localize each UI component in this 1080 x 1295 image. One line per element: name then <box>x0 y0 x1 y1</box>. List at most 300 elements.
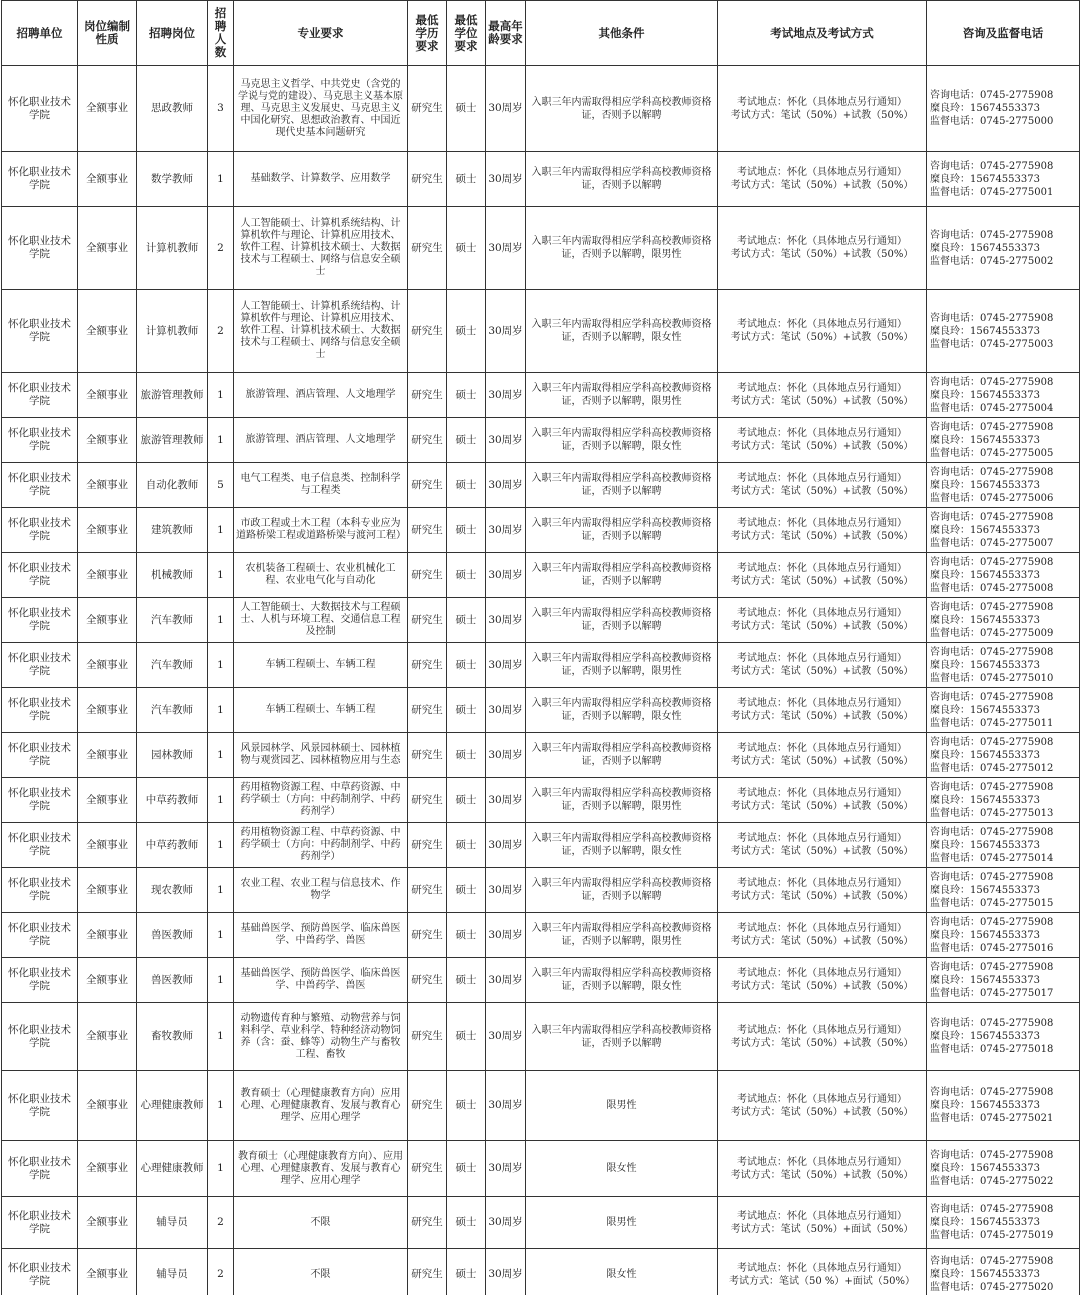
cell-num: 1 <box>208 1003 234 1071</box>
cell-unit: 怀化职业技术学院 <box>2 463 78 508</box>
cell-cond: 入职三年内需取得相应学科高校教师资格证，否则予以解聘，限男性 <box>526 778 718 823</box>
contact-person: 糜良玲：15674553373 <box>930 794 1040 806</box>
table-row <box>2 823 1080 868</box>
cell-contact <box>927 1197 1080 1249</box>
cell-age: 30周岁 <box>486 508 526 553</box>
supervision-tel: 监督电话：0745-2775001 <box>930 186 1054 198</box>
cell-degree: 硕士 <box>447 553 486 598</box>
contact-person: 糜良玲：15674553373 <box>930 749 1040 761</box>
cell-degree: 硕士 <box>447 463 486 508</box>
cell-exam <box>718 688 927 733</box>
contact-tel: 咨询电话：0745-2775908 <box>930 511 1054 523</box>
cell-major: 不限 <box>234 1197 408 1249</box>
cell-contact <box>927 1071 1080 1141</box>
cell-age: 30周岁 <box>486 207 526 290</box>
cell-major: 基础兽医学、预防兽医学、临床兽医学、中兽药学、兽医 <box>234 913 408 958</box>
cell-major: 药用植物资源工程、中草药资源、中药学硕士（方向：中药制剂学、中药药剂学） <box>234 823 408 868</box>
contact-tel: 咨询电话：0745-2775908 <box>930 376 1054 388</box>
cell-post: 机械教师 <box>137 553 208 598</box>
cell-age: 30周岁 <box>486 1197 526 1249</box>
cell-num: 1 <box>208 733 234 778</box>
cell-type: 全额事业 <box>78 290 137 373</box>
exam-place: 考试地点：怀化（具体地点另行通知） <box>737 1210 907 1222</box>
cell-cond: 入职三年内需取得相应学科高校教师资格证，否则予以解聘，限女性 <box>526 823 718 868</box>
cell-type: 全额事业 <box>78 598 137 643</box>
cell-cond: 入职三年内需取得相应学科高校教师资格证，否则予以解聘 <box>526 1003 718 1071</box>
cell-exam <box>718 1071 927 1141</box>
cell-degree: 硕士 <box>447 66 486 152</box>
cell-post: 汽车教师 <box>137 598 208 643</box>
cell-cond: 入职三年内需取得相应学科高校教师资格证，否则予以解聘 <box>526 66 718 152</box>
contact-tel: 咨询电话：0745-2775908 <box>930 421 1054 433</box>
cell-post: 现农教师 <box>137 868 208 913</box>
cell-cond: 入职三年内需取得相应学科高校教师资格证，否则予以解聘，限男性 <box>526 373 718 418</box>
table-row <box>2 598 1080 643</box>
contact-person: 糜良玲：15674553373 <box>930 1031 1040 1042</box>
cell-post: 兽医教师 <box>137 958 208 1003</box>
exam-place: 考试地点：怀化（具体地点另行通知） <box>737 167 907 178</box>
cell-age: 30周岁 <box>486 823 526 868</box>
contact-person: 糜良玲：15674553373 <box>930 704 1040 716</box>
cell-age: 30周岁 <box>486 1071 526 1141</box>
cell-cond: 入职三年内需取得相应学科高校教师资格证，否则予以解聘 <box>526 868 718 913</box>
cell-cond: 入职三年内需取得相应学科高校教师资格证，否则予以解聘 <box>526 733 718 778</box>
supervision-tel: 监督电话：0745-2775013 <box>930 807 1054 819</box>
cell-type: 全额事业 <box>78 1249 137 1295</box>
cell-edu: 研究生 <box>408 598 447 643</box>
cell-major: 电气工程类、电子信息类、控制科学与工程类 <box>234 463 408 508</box>
supervision-tel: 监督电话：0745-2775006 <box>930 492 1054 504</box>
cell-contact <box>927 913 1080 958</box>
cell-major: 动物遗传育种与繁殖、动物营养与饲料科学、草业科学、特种经济动物饲养（含：蚕、蜂等）动物生产与畜牧工程、畜牧 <box>234 1003 408 1071</box>
contact-person: 糜良玲：15674553373 <box>930 479 1040 491</box>
table-row <box>2 463 1080 508</box>
contact-tel: 咨询电话：0745-2775908 <box>930 229 1054 241</box>
cell-degree: 硕士 <box>447 152 486 207</box>
cell-unit: 怀化职业技术学院 <box>2 598 78 643</box>
cell-unit: 怀化职业技术学院 <box>2 553 78 598</box>
exam-place: 考试地点：怀化（具体地点另行通知） <box>737 383 907 394</box>
cell-age: 30周岁 <box>486 913 526 958</box>
contact-person: 糜良玲：15674553373 <box>930 103 1040 114</box>
cell-exam <box>718 553 927 598</box>
exam-way: 考试方式：笔试（50%）+试教（50%） <box>730 531 914 542</box>
supervision-tel: 监督电话：0745-2775008 <box>930 582 1054 594</box>
exam-way: 考试方式：笔试（50%）+试教（50%） <box>730 1037 914 1049</box>
supervision-tel: 监督电话：0745-2775015 <box>930 897 1054 909</box>
cell-age: 30周岁 <box>486 1249 526 1295</box>
cell-post: 思政教师 <box>137 66 208 152</box>
cell-exam <box>718 733 927 778</box>
cell-major: 人工智能硕士、计算机系统结构、计算机软件与理论、计算机应用技术、软件工程、计算机技术硕士、大数据技术与工程硕士、网络与信息安全硕士 <box>234 207 408 290</box>
exam-place: 考试地点：怀化（具体地点另行通知） <box>737 1156 907 1168</box>
exam-way: 考试方式：笔试（50%）+试教（50%） <box>730 1169 914 1181</box>
supervision-tel: 监督电话：0745-2775019 <box>930 1230 1054 1241</box>
table-row <box>2 643 1080 688</box>
exam-place: 考试地点：怀化（具体地点另行通知） <box>737 1093 907 1105</box>
supervision-tel: 监督电话：0745-2775016 <box>930 942 1054 954</box>
exam-place: 考试地点：怀化（具体地点另行通知） <box>737 608 907 619</box>
supervision-tel: 监督电话：0745-2775002 <box>930 255 1054 267</box>
cell-type: 全额事业 <box>78 373 137 418</box>
header-degree: 最低学位要求 <box>447 1 486 66</box>
cell-num: 2 <box>208 1197 234 1249</box>
cell-cond: 限女性 <box>526 1141 718 1197</box>
cell-major: 不限 <box>234 1249 408 1295</box>
contact-tel: 咨询电话：0745-2775908 <box>930 466 1054 478</box>
cell-unit: 怀化职业技术学院 <box>2 913 78 958</box>
table-row <box>2 553 1080 598</box>
contact-person: 糜良玲：15674553373 <box>930 325 1040 337</box>
exam-way: 考试方式：笔试（50%）+试教（50%） <box>730 981 914 992</box>
cell-edu: 研究生 <box>408 66 447 152</box>
cell-edu: 研究生 <box>408 643 447 688</box>
table-header <box>2 1 1080 66</box>
cell-edu: 研究生 <box>408 1141 447 1197</box>
cell-exam <box>718 598 927 643</box>
cell-unit: 怀化职业技术学院 <box>2 778 78 823</box>
exam-place: 考试地点：怀化（具体地点另行通知） <box>737 1262 907 1274</box>
contact-tel: 咨询电话：0745-2775908 <box>930 781 1054 793</box>
cell-degree: 硕士 <box>447 643 486 688</box>
cell-type: 全额事业 <box>78 463 137 508</box>
cell-major: 人工智能硕士、大数据技术与工程硕士、人机与环境工程、交通信息工程及控制 <box>234 598 408 643</box>
cell-edu: 研究生 <box>408 553 447 598</box>
supervision-tel: 监督电话：0745-2775018 <box>930 1044 1054 1055</box>
cell-post: 旅游管理教师 <box>137 373 208 418</box>
cell-degree: 硕士 <box>447 1249 486 1295</box>
exam-place: 考试地点：怀化（具体地点另行通知） <box>737 833 907 844</box>
cell-exam <box>718 66 927 152</box>
cell-exam <box>718 868 927 913</box>
cell-num: 2 <box>208 207 234 290</box>
cell-num: 1 <box>208 508 234 553</box>
cell-unit: 怀化职业技术学院 <box>2 1197 78 1249</box>
cell-type: 全额事业 <box>78 913 137 958</box>
cell-contact <box>927 868 1080 913</box>
contact-person: 糜良玲：15674553373 <box>930 929 1040 941</box>
header-edu: 最低学历要求 <box>408 1 447 66</box>
cell-cond: 入职三年内需取得相应学科高校教师资格证，否则予以解聘，限女性 <box>526 290 718 373</box>
cell-unit: 怀化职业技术学院 <box>2 373 78 418</box>
cell-type: 全额事业 <box>78 66 137 152</box>
contact-tel: 咨询电话：0745-2775908 <box>930 556 1054 568</box>
supervision-tel: 监督电话：0745-2775005 <box>930 447 1054 459</box>
cell-exam <box>718 463 927 508</box>
table-row <box>2 1249 1080 1295</box>
cell-exam <box>718 1197 927 1249</box>
cell-type: 全额事业 <box>78 1003 137 1071</box>
table-row <box>2 778 1080 823</box>
table-row <box>2 913 1080 958</box>
cell-post: 中草药教师 <box>137 778 208 823</box>
cell-degree: 硕士 <box>447 508 486 553</box>
supervision-tel: 监督电话：0745-2775007 <box>930 537 1054 549</box>
cell-num: 1 <box>208 373 234 418</box>
cell-post: 建筑教师 <box>137 508 208 553</box>
cell-exam <box>718 373 927 418</box>
cell-major: 农业工程、农业工程与信息技术、作物学 <box>234 868 408 913</box>
table-row <box>2 418 1080 463</box>
cell-age: 30周岁 <box>486 418 526 463</box>
cell-degree: 硕士 <box>447 1071 486 1141</box>
contact-tel: 咨询电话：0745-2775908 <box>930 1256 1054 1267</box>
cell-age: 30周岁 <box>486 778 526 823</box>
cell-exam <box>718 1141 927 1197</box>
contact-person: 糜良玲：15674553373 <box>930 659 1040 671</box>
exam-place: 考试地点：怀化（具体地点另行通知） <box>737 518 907 529</box>
cell-degree: 硕士 <box>447 373 486 418</box>
cell-unit: 怀化职业技术学院 <box>2 733 78 778</box>
cell-degree: 硕士 <box>447 688 486 733</box>
supervision-tel: 监督电话：0745-2775021 <box>930 1113 1054 1124</box>
cell-num: 1 <box>208 958 234 1003</box>
cell-major: 风景园林学、风景园林硕士、园林植物与观赏园艺、园林植物应用与生态 <box>234 733 408 778</box>
cell-cond: 入职三年内需取得相应学科高校教师资格证，否则予以解聘，限男性 <box>526 913 718 958</box>
table-row <box>2 508 1080 553</box>
cell-num: 1 <box>208 913 234 958</box>
exam-way: 考试方式：笔试（50%）+试教（50%） <box>730 711 914 722</box>
supervision-tel: 监督电话：0745-2775004 <box>930 402 1054 414</box>
cell-unit: 怀化职业技术学院 <box>2 958 78 1003</box>
exam-way: 考试方式：笔试（50%）+试教（50%） <box>730 846 914 857</box>
cell-unit: 怀化职业技术学院 <box>2 66 78 152</box>
cell-contact <box>927 418 1080 463</box>
cell-unit: 怀化职业技术学院 <box>2 1071 78 1141</box>
cell-post: 计算机教师 <box>137 207 208 290</box>
cell-post: 自动化教师 <box>137 463 208 508</box>
cell-post: 园林教师 <box>137 733 208 778</box>
cell-num: 5 <box>208 463 234 508</box>
contact-person: 糜良玲：15674553373 <box>930 389 1040 401</box>
cell-type: 全额事业 <box>78 733 137 778</box>
cell-unit: 怀化职业技术学院 <box>2 643 78 688</box>
exam-place: 考试地点：怀化（具体地点另行通知） <box>737 923 907 934</box>
cell-post: 汽车教师 <box>137 643 208 688</box>
cell-num: 2 <box>208 1249 234 1295</box>
cell-age: 30周岁 <box>486 688 526 733</box>
table-row <box>2 1197 1080 1249</box>
cell-edu: 研究生 <box>408 1197 447 1249</box>
cell-contact <box>927 733 1080 778</box>
cell-age: 30周岁 <box>486 598 526 643</box>
cell-degree: 硕士 <box>447 778 486 823</box>
cell-num: 1 <box>208 868 234 913</box>
cell-age: 30周岁 <box>486 1141 526 1197</box>
exam-place: 考试地点：怀化（具体地点另行通知） <box>737 878 907 889</box>
cell-degree: 硕士 <box>447 1141 486 1197</box>
cell-contact <box>927 463 1080 508</box>
cell-degree: 硕士 <box>447 1003 486 1071</box>
contact-person: 糜良玲：15674553373 <box>930 1100 1040 1111</box>
cell-type: 全额事业 <box>78 1141 137 1197</box>
cell-post: 计算机教师 <box>137 290 208 373</box>
supervision-tel: 监督电话：0745-2775017 <box>930 987 1054 999</box>
exam-way: 考试方式：笔试（50%）+试教（50%） <box>730 621 914 632</box>
cell-num: 1 <box>208 1071 234 1141</box>
cell-type: 全额事业 <box>78 643 137 688</box>
table-body <box>2 66 1080 1295</box>
contact-person: 糜良玲：15674553373 <box>930 1217 1040 1228</box>
cell-age: 30周岁 <box>486 958 526 1003</box>
cell-num: 1 <box>208 643 234 688</box>
table-row <box>2 373 1080 418</box>
cell-degree: 硕士 <box>447 823 486 868</box>
cell-type: 全额事业 <box>78 508 137 553</box>
cell-contact <box>927 66 1080 152</box>
cell-age: 30周岁 <box>486 643 526 688</box>
cell-age: 30周岁 <box>486 733 526 778</box>
cell-num: 1 <box>208 152 234 207</box>
exam-way: 考试方式：笔试（50%）+试教（50%） <box>730 891 914 902</box>
exam-place: 考试地点：怀化（具体地点另行通知） <box>737 743 907 754</box>
header-age: 最高年龄要求 <box>486 1 526 66</box>
supervision-tel: 监督电话：0745-2775011 <box>930 717 1054 729</box>
exam-place: 考试地点：怀化（具体地点另行通知） <box>737 698 907 709</box>
cell-type: 全额事业 <box>78 958 137 1003</box>
table-row <box>2 733 1080 778</box>
cell-unit: 怀化职业技术学院 <box>2 823 78 868</box>
cell-major: 教育硕士（心理健康教育方向）应用心理、心理健康教育、发展与教育心理学、应用心理学 <box>234 1071 408 1141</box>
cell-age: 30周岁 <box>486 868 526 913</box>
table-row <box>2 290 1080 373</box>
cell-cond: 限男性 <box>526 1071 718 1141</box>
cell-age: 30周岁 <box>486 152 526 207</box>
contact-tel: 咨询电话：0745-2775908 <box>930 736 1054 748</box>
cell-unit: 怀化职业技术学院 <box>2 152 78 207</box>
cell-cond: 入职三年内需取得相应学科高校教师资格证，否则予以解聘，限男性 <box>526 643 718 688</box>
cell-major: 人工智能硕士、计算机系统结构、计算机软件与理论、计算机应用技术、软件工程、计算机技术硕士、大数据技术与工程硕士、网络与信息安全硕士 <box>234 290 408 373</box>
cell-edu: 研究生 <box>408 958 447 1003</box>
cell-contact <box>927 823 1080 868</box>
cell-edu: 研究生 <box>408 152 447 207</box>
contact-person: 糜良玲：15674553373 <box>930 974 1040 986</box>
cell-edu: 研究生 <box>408 868 447 913</box>
cell-major: 旅游管理、酒店管理、人文地理学 <box>234 418 408 463</box>
cell-unit: 怀化职业技术学院 <box>2 688 78 733</box>
cell-major: 教育硕士（心理健康教育方向）、应用心理、心理健康教育、发展与教育心理学、应用心理学 <box>234 1141 408 1197</box>
contact-person: 糜良玲：15674553373 <box>930 614 1040 626</box>
cell-edu: 研究生 <box>408 1249 447 1295</box>
cell-exam <box>718 152 927 207</box>
cell-post: 数学教师 <box>137 152 208 207</box>
contact-tel: 咨询电话：0745-2775908 <box>930 1150 1054 1161</box>
table-row <box>2 207 1080 290</box>
exam-way: 考试方式：笔试（50%）+试教（50%） <box>730 109 914 121</box>
cell-contact <box>927 598 1080 643</box>
cell-cond: 入职三年内需取得相应学科高校教师资格证，否则予以解聘，限女性 <box>526 958 718 1003</box>
exam-place: 考试地点：怀化（具体地点另行通知） <box>737 473 907 484</box>
cell-contact <box>927 290 1080 373</box>
exam-way: 考试方式：笔试（50%）+试教（50%） <box>730 666 914 677</box>
cell-unit: 怀化职业技术学院 <box>2 1003 78 1071</box>
header-row <box>2 1 1080 66</box>
cell-edu: 研究生 <box>408 418 447 463</box>
cell-type: 全额事业 <box>78 152 137 207</box>
cell-num: 1 <box>208 823 234 868</box>
exam-way: 考试方式：笔试（50%）+试教（50%） <box>730 801 914 812</box>
cell-exam <box>718 778 927 823</box>
cell-major: 基础数学、计算数学、应用数学 <box>234 152 408 207</box>
table-row <box>2 958 1080 1003</box>
cell-contact <box>927 553 1080 598</box>
cell-cond: 入职三年内需取得相应学科高校教师资格证，否则予以解聘 <box>526 463 718 508</box>
cell-edu: 研究生 <box>408 373 447 418</box>
exam-place: 考试地点：怀化（具体地点另行通知） <box>737 968 907 979</box>
cell-degree: 硕士 <box>447 290 486 373</box>
contact-tel: 咨询电话：0745-2775908 <box>930 601 1054 613</box>
cell-unit: 怀化职业技术学院 <box>2 290 78 373</box>
exam-way: 考试方式：笔试（50%）+试教（50%） <box>730 1106 914 1118</box>
header-post: 招聘岗位 <box>137 1 208 66</box>
supervision-tel: 监督电话：0745-2775003 <box>930 338 1054 350</box>
contact-person: 糜良玲：15674553373 <box>930 524 1040 536</box>
exam-way: 考试方式：笔试（50 %）+面试（50%） <box>728 1275 915 1287</box>
contact-person: 糜良玲：15674553373 <box>930 242 1040 254</box>
cell-degree: 硕士 <box>447 733 486 778</box>
header-contact: 咨询及监督电话 <box>927 1 1080 66</box>
cell-num: 2 <box>208 290 234 373</box>
cell-exam <box>718 1249 927 1295</box>
exam-way: 考试方式：笔试（50%）+试教（50%） <box>730 249 914 260</box>
cell-post: 旅游管理教师 <box>137 418 208 463</box>
exam-way: 考试方式：笔试（50%）+试教（50%） <box>730 180 914 191</box>
cell-type: 全额事业 <box>78 823 137 868</box>
cell-edu: 研究生 <box>408 1003 447 1071</box>
table-row <box>2 1141 1080 1197</box>
cell-post: 汽车教师 <box>137 688 208 733</box>
cell-cond: 入职三年内需取得相应学科高校教师资格证，否则予以解聘 <box>526 553 718 598</box>
supervision-tel: 监督电话：0745-2775020 <box>930 1282 1054 1293</box>
supervision-tel: 监督电话：0745-2775022 <box>930 1176 1054 1187</box>
cell-exam <box>718 1003 927 1071</box>
cell-contact <box>927 688 1080 733</box>
contact-person: 糜良玲：15674553373 <box>930 1269 1040 1280</box>
cell-edu: 研究生 <box>408 463 447 508</box>
cell-type: 全额事业 <box>78 553 137 598</box>
supervision-tel: 监督电话：0745-2775009 <box>930 627 1054 639</box>
contact-person: 糜良玲：15674553373 <box>930 569 1040 581</box>
cell-unit: 怀化职业技术学院 <box>2 1141 78 1197</box>
supervision-tel: 监督电话：0745-2775010 <box>930 672 1054 684</box>
cell-post: 心理健康教师 <box>137 1071 208 1141</box>
cell-major: 药用植物资源工程、中草药资源、中药学硕士（方向：中药制剂学、中药药剂学） <box>234 778 408 823</box>
cell-age: 30周岁 <box>486 463 526 508</box>
cell-unit: 怀化职业技术学院 <box>2 508 78 553</box>
exam-place: 考试地点：怀化（具体地点另行通知） <box>737 236 907 247</box>
cell-post: 中草药教师 <box>137 823 208 868</box>
exam-way: 考试方式：笔试（50%）+试教（50%） <box>730 936 914 947</box>
cell-cond: 限女性 <box>526 1249 718 1295</box>
exam-way: 考试方式：笔试（50%）+试教（50%） <box>730 756 914 767</box>
cell-cond: 入职三年内需取得相应学科高校教师资格证，否则予以解聘，限女性 <box>526 418 718 463</box>
cell-cond: 入职三年内需取得相应学科高校教师资格证，否则予以解聘，限女性 <box>526 688 718 733</box>
cell-major: 农机装备工程硕士、农业机械化工程、农业电气化与自动化 <box>234 553 408 598</box>
cell-major: 车辆工程硕士、车辆工程 <box>234 643 408 688</box>
contact-tel: 咨询电话：0745-2775908 <box>930 961 1054 973</box>
cell-contact <box>927 958 1080 1003</box>
header-exam: 考试地点及考试方式 <box>718 1 927 66</box>
cell-edu: 研究生 <box>408 290 447 373</box>
cell-unit: 怀化职业技术学院 <box>2 207 78 290</box>
cell-major: 旅游管理、酒店管理、人文地理学 <box>234 373 408 418</box>
contact-person: 糜良玲：15674553373 <box>930 884 1040 896</box>
exam-way: 考试方式：笔试（50%）+试教（50%） <box>730 441 914 452</box>
cell-degree: 硕士 <box>447 207 486 290</box>
cell-post: 心理健康教师 <box>137 1141 208 1197</box>
cell-exam <box>718 418 927 463</box>
recruitment-table <box>1 0 1080 1295</box>
